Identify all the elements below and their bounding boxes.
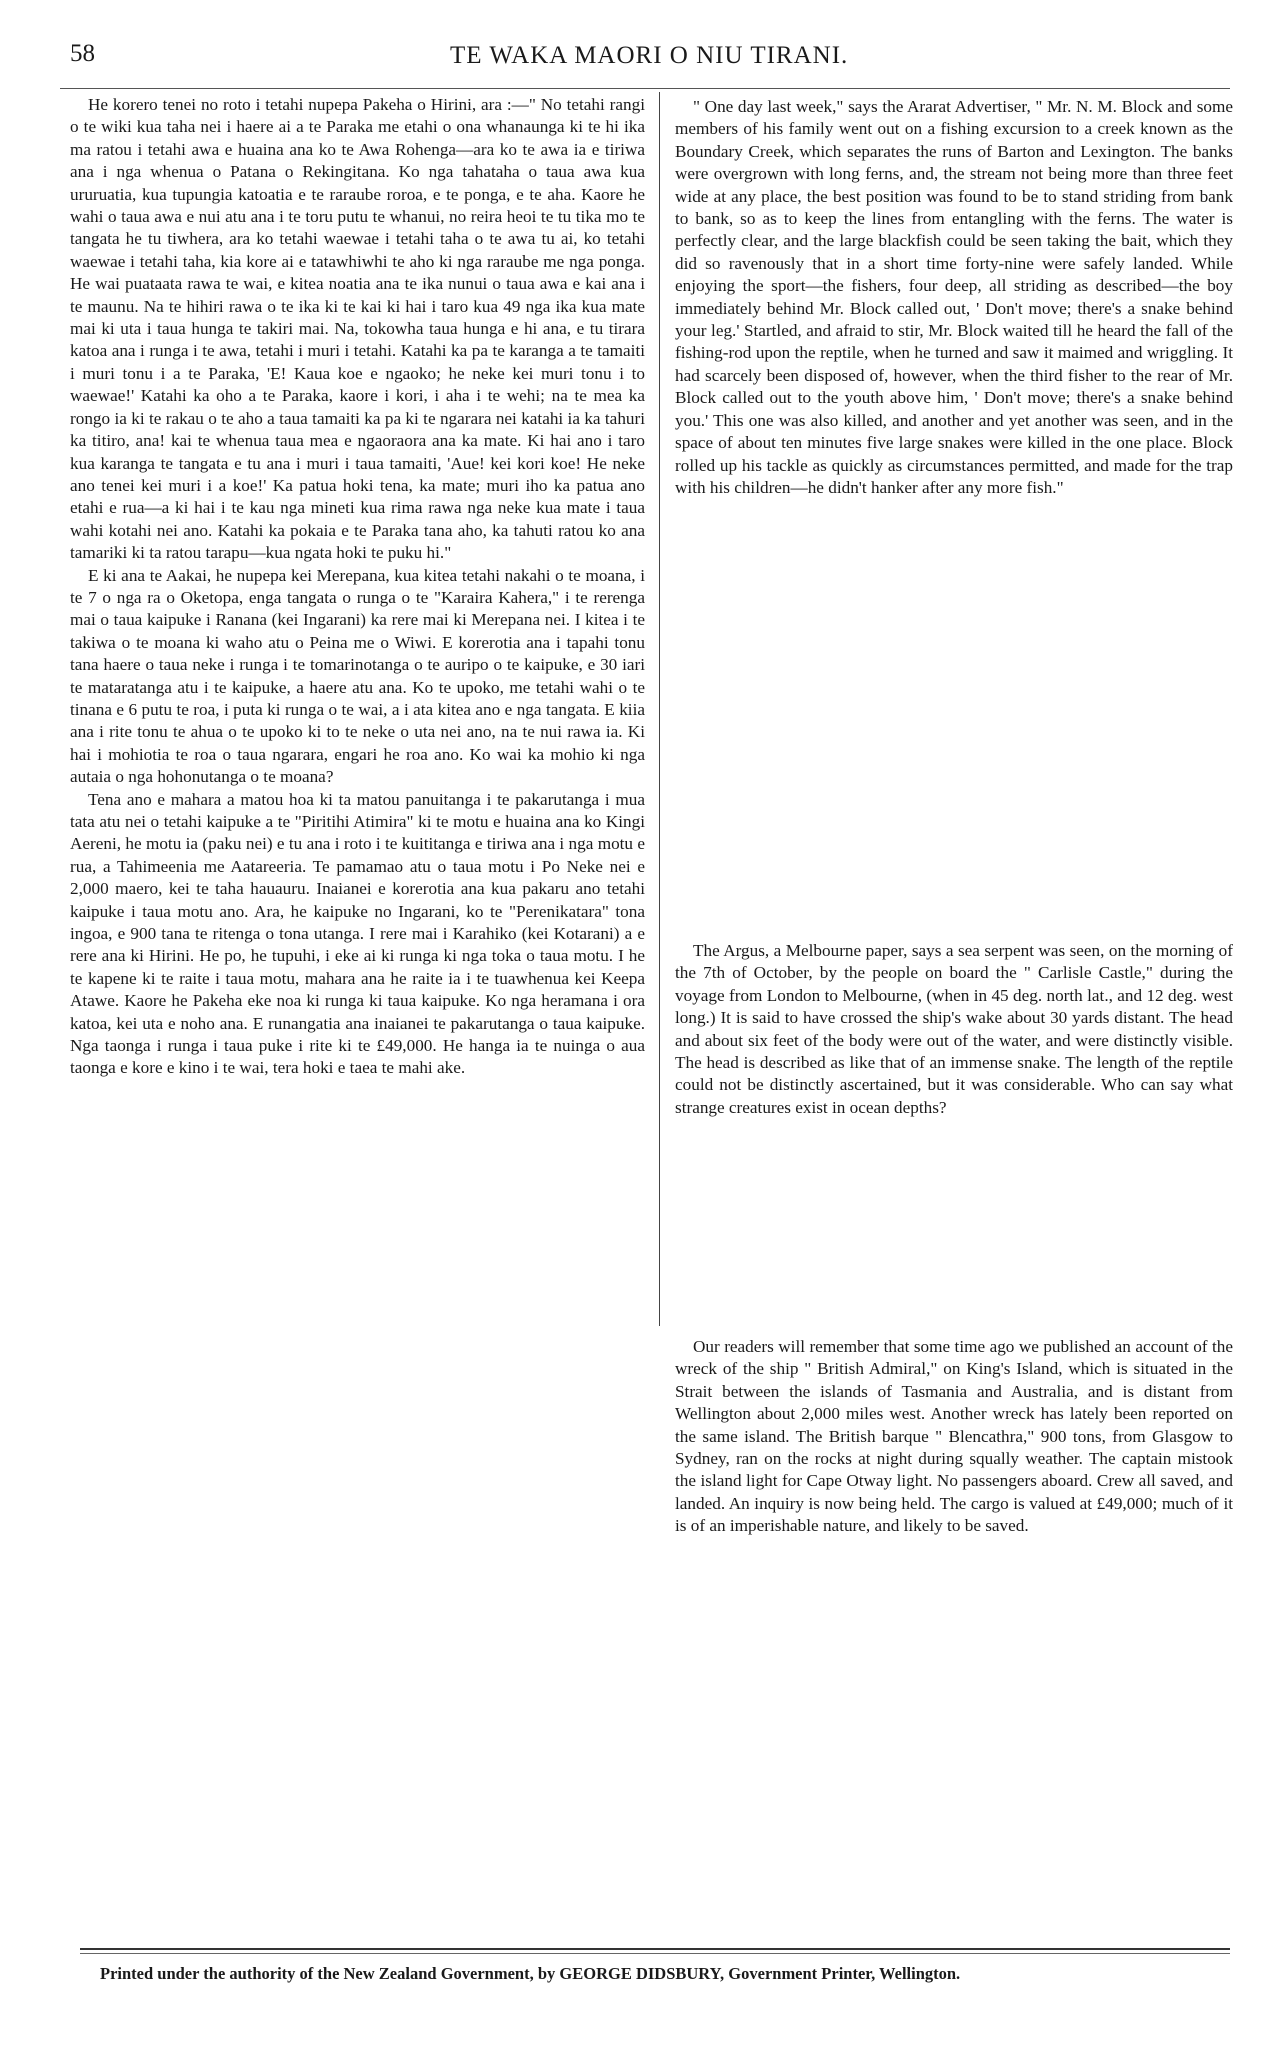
printer-imprint: Printed under the authority of the New Zealand Government, by GEORGE DIDSBURY, Government Printer, Wellington.: [100, 1964, 961, 1983]
footer-rule: [80, 1948, 1230, 1950]
article-fishing-english: " One day last week," says the Ararat Advertiser, " Mr. N. M. Block and some members of his family went out on a fishing excursion to a creek known as the Boundary Creek, which separates the runs of Barton and Lexington. The banks were overgrown with long ferns, and, the stream not being more than three feet wide at any place, the best position was found to be to stand striding from bank to bank, so as to keep the lines from entangling with the ferns. The water is perfectly clear, and the large blackfish could be seen taking the bait, which they did so ravenously that in a short time forty-nine were safely landed. While enjoying the sport—the fishers, four deep, all striding as described—the boy immediately behind Mr. Block called out, ' Don't move; there's a snake behind your leg.' Startled, and afraid to stir, Mr. Block waited till he heard the fall of the fishing-rod upon the reptile, when he turned and saw it maimed and wriggling. It had scarcely been disposed of, however, when the third fisher to the rear of Mr. Block called out to the youth above him, ' Don't move; there's a snake behind you.' This one was also killed, and another and yet another was seen, and in the space of about ten minutes five large snakes were killed in the one place. Block rolled up his tackle as quickly as circumstances permitted, and made for the trap with his children—he didn't hanker after any more fish.": [675, 97, 1233, 497]
article-sea-serpent-english: The Argus, a Melbourne paper, says a sea serpent was seen, on the morning of the 7th of October, by the people on board the " Carlisle Castle," during the voyage from London to Melbourne, (when in 45 deg. north lat., and 12 deg. west long.) It is said to have crossed the ship's wake about 30 yards distant. The head and about six feet of the body were out of the water, and were distinctly visible. The head is described as like that of an immense snake. The length of the reptile could not be distinctly ascertained, but it was considerable. Who can say what strange creatures exist in ocean depths?: [675, 941, 1233, 1117]
right-column-sea-serpent-article: [675, 940, 1233, 1119]
page-header: [70, 40, 1230, 86]
right-column-fishing-article: [675, 96, 1233, 499]
article-shipwreck-english: Our readers will remember that some time ago we published an account of the wreck of the ship " British Admiral," on King's Island, which is situated in the Strait between the islands of Tasmania and Australia, and is distant from Wellington about 2,000 miles west. Another wreck has lately been reported on the same island. The British barque " Blencathra," 900 tons, from Glasgow to Sydney, ran on the rocks at night during squally weather. The captain mistook the island light for Cape Otway light. No passengers aboard. Crew all saved, and landed. An inquiry is now being held. The cargo is valued at £49,000; much of it is of an imperishable nature, and likely to be saved.: [675, 1337, 1233, 1536]
article-shipwreck-maori: Tena ano e mahara a matou hoa ki ta matou panuitanga i te pakarutanga i mua tata atu nei o tetahi kaipuke a te "Piritihi Atimira" ki te motu e huaina ana ko Kingi Aereni, he motu ia (paku nei) e tu ana i roto i te kuititanga e tiriwa ana i nga motu e rua, a Tahimeenia me Aatareeria. Te pamamao atu o taua motu i Po Neke nei e 2,000 maero, kei te taha hauauru. Inaianei e korerotia ana kua pakaru ano tetahi kaipuke i taua motu ano. Ara, he kaipuke no Ingarani, ko te "Perenikatara" tona ingoa, e 900 tana te ritenga o tona utanga. I rere mai i Karahiko (kei Kotarani) a e rere ana ki Hirini. He po, he tupuhi, i eke ai ki runga ki nga toka o taua motu. I he te kapene ki te raite i taua motu, mahara ana he raite ia i te tuawhenua kei Keepa Atawe. Kaore he Pakeha eke noa ki runga ki taua kaipuke. Ko nga heramana i ora katoa, kei uta e noho ana. E runangatia ana inaianei te pakarutanga o taua kaipuke. Nga taonga i runga i taua puke i rite ki te £49,000. He hanga ia te nuinga o aua taonga e kore e kino i te wai, tera hoki e taea te mahi ake.: [70, 789, 645, 1078]
right-column-shipwreck-article: [675, 1336, 1233, 1538]
footer-rule-thin: [80, 1953, 1230, 1954]
page-number: 58: [70, 40, 95, 67]
left-column-maori: [70, 94, 645, 1080]
article-fishing-maori: He korero tenei no roto i tetahi nupepa Pakeha o Hirini, ara :—" No tetahi rangi o te wiki kua taha nei i haere ai a te Paraka me etahi o ona whanaunga ki te hi ika ma ratou i tetahi awa e huaina ana ko te Awa Rohenga—ara ko te awa ia e tiriwa ana i nga whenua o Patana o Rekingitana. Ko nga tahataha o taua awa kua ururuatia, kua tupungia katoatia e te raraube roroa, e te ponga, e te aha. Kaore he wahi o taua awa e nui atu ana i te toru putu te whanui, no reira heoi te tu tika mo te tangata he tu tiwhera, ara ko tetahi waewae i tetahi taha o te awa tu ai, ko tetahi waewae i tetahi taha, kia kore ai e tatawhiwhi te aho ki nga raraube me nga ponga. He wai puataata rawa te wai, e kitea noatia ana te ika nunui o taua awa e kai ana i te maunu. Na te hihiri rawa o te ika ki te kai ki hai i taro kua 49 nga ika kua mate mai ki uta i taua hunga te takiri mai. Na, tokowha taua hunga e hi ana, e tu tirara katoa ana i runga i te awa, tetahi i muri i tetahi. Katahi ka pa te karanga a te tamaiti i muri tonu i a te Paraka, 'E! Kaua koe e ngaoko; he neke kei muri tonu i to waewae!' Katahi ka oho a te Paraka, kaore i kori, i aha i te wehi; na te mea ka rongo ia ki te rakau o te aho a taua tamaiti ka pa ki te ngarara nei katahi ia ka tahuri ka titiro, ana! kai te whenua taua mea e ngaoraora ana ka mate. Ki hai ano i taro kua karanga te tangata e tu ana i muri i taua tamaiti, 'Aue! kei kori koe! He neke ano tenei kei muri i a koe!' Ka patua hoki tena, ka mate; muri iho ka patua ano etahi e rua—a ki hai i te kau nga mineti kua rima rawa nga neke kua mate i taua wahi kotahi nei ano. Katahi ka pokaia e te Paraka tana aho, ka tahuti ratou ko ana tamariki ki ta ratou tarapu—kua ngata hoki te puku hi.": [70, 95, 645, 563]
running-title: TE WAKA MAORI O NIU TIRANI.: [450, 42, 849, 69]
column-divider: [659, 92, 660, 1326]
header-rule: [60, 88, 1230, 89]
article-sea-serpent-maori: E ki ana te Aakai, he nupepa kei Merepana, kua kitea tetahi nakahi o te moana, i te 7 o nga ra o Oketopa, enga tangata o runga o te "Karaira Kahera," i te rerenga mai o taua kaipuke i Ranana (kei Ingarani) ka rere mai ki Merepana nei. I kitea i te takiwa o te moana ki waho atu o Peina me o Wiwi. E korerotia ana i tapahi tonu tana haere o taua neke i runga i te tomarinotanga o te auripo o te kaipuke, e 30 iari te mataratanga atu i te kaipuke, a haere atu ana. Ko te upoko, me tetahi wahi o te tinana e 6 putu te roa, i puta ki runga o te wai, a i ata kitea ano e nga tangata. E kiia ana i rite tonu te ahua o te upoko ki to te neke o uta nei ano, na te nui rawa ia. Ki hai i mohiotia te roa o taua ngarara, engari he roa ano. Ko wai ka mohio ki nga autaia o nga hohonutanga o te moana?: [70, 565, 645, 787]
